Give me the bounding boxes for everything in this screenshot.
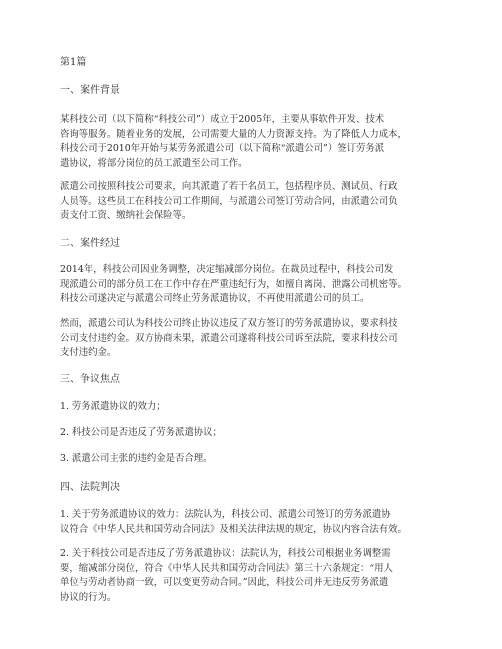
issue-item-1: 1. 劳务派遣协议的效力； xyxy=(60,401,166,412)
text-line: 遣协议，将部分岗位的员工派遣至公司工作。 xyxy=(60,157,248,169)
section-heading-issues: 三、争议焦点 xyxy=(60,374,120,385)
text-line: 公司支付违约金。双方协商未果，派遣公司遂将科技公司诉至法院，要求科技公司 xyxy=(60,332,398,344)
judgment-item-2 xyxy=(60,547,446,605)
text-line: 协议的行为。 xyxy=(60,591,117,603)
issue-item-3: 3. 派遣公司主张的违约金是否合理。 xyxy=(60,453,213,464)
section-heading-background: 一、案件背景 xyxy=(60,85,120,96)
text-line: 2. 关于科技公司是否违反了劳务派遣协议：法院认为，科技公司根据业务调整需 xyxy=(60,548,391,559)
text-line: 某科技公司（以下简称“科技公司”）成立于2005年，主要从事软件开发、技术 xyxy=(60,114,385,125)
text-line: 咨询等服务。随着业务的发展，公司需要大量的人力资源支持。为了降低人力成本， xyxy=(60,128,407,140)
issue-item-2: 2. 科技公司是否违反了劳务派遣协议； xyxy=(60,427,222,438)
text-line: 单位与劳动者协商一致，可以变更劳动合同。”因此，科技公司并无违反劳务派遣 xyxy=(60,577,389,589)
text-line: 议符合《中华人民共和国劳动合同法》及相关法律法规的规定，协议内容合法有效。 xyxy=(60,523,407,535)
document-title: 第1篇 xyxy=(60,57,87,68)
text-line: 支付违约金。 xyxy=(60,347,117,359)
background-paragraph-1 xyxy=(60,113,446,171)
process-paragraph-2 xyxy=(60,317,446,361)
text-line: 派遣公司按照科技公司要求，向其派遣了若干名员工，包括程序员、测试员、行政 xyxy=(60,181,398,192)
section-heading-process: 二、案件经过 xyxy=(60,238,120,249)
text-line: 人员等。这些员工在科技公司工作期间，与派遣公司签订劳动合同，由派遣公司负 xyxy=(60,195,398,207)
background-paragraph-2 xyxy=(60,180,446,224)
text-line: 2014年，科技公司因业务调整，决定缩减部分岗位。在裁员过程中，科技公司发 xyxy=(60,264,394,275)
text-line: 要，缩减部分岗位，符合《中华人民共和国劳动合同法》第三十六条规定：“用人 xyxy=(60,562,393,574)
text-line: 1. 关于劳务派遣协议的效力：法院认为，科技公司、派遣公司签订的劳务派遣协 xyxy=(60,509,391,520)
section-heading-judgment: 四、法院判决 xyxy=(60,482,120,493)
judgment-item-1 xyxy=(60,508,446,537)
text-line: 科技公司遂决定与派遣公司终止劳务派遣协议，不再使用派遣公司的员工。 xyxy=(60,293,370,305)
text-line: 然而，派遣公司认为科技公司终止协议违反了双方签订的劳务派遣协议，要求科技 xyxy=(60,318,398,329)
process-paragraph-1 xyxy=(60,263,446,307)
text-line: 科技公司于2010年开始与某劳务派遣公司（以下简称“派遣公司”）签订劳务派 xyxy=(60,143,385,155)
text-line: 责支付工资、缴纳社会保险等。 xyxy=(60,210,192,222)
text-line: 现派遣公司的部分员工在工作中存在严重违纪行为，如擅自离岗、泄露公司机密等。 xyxy=(60,278,407,290)
